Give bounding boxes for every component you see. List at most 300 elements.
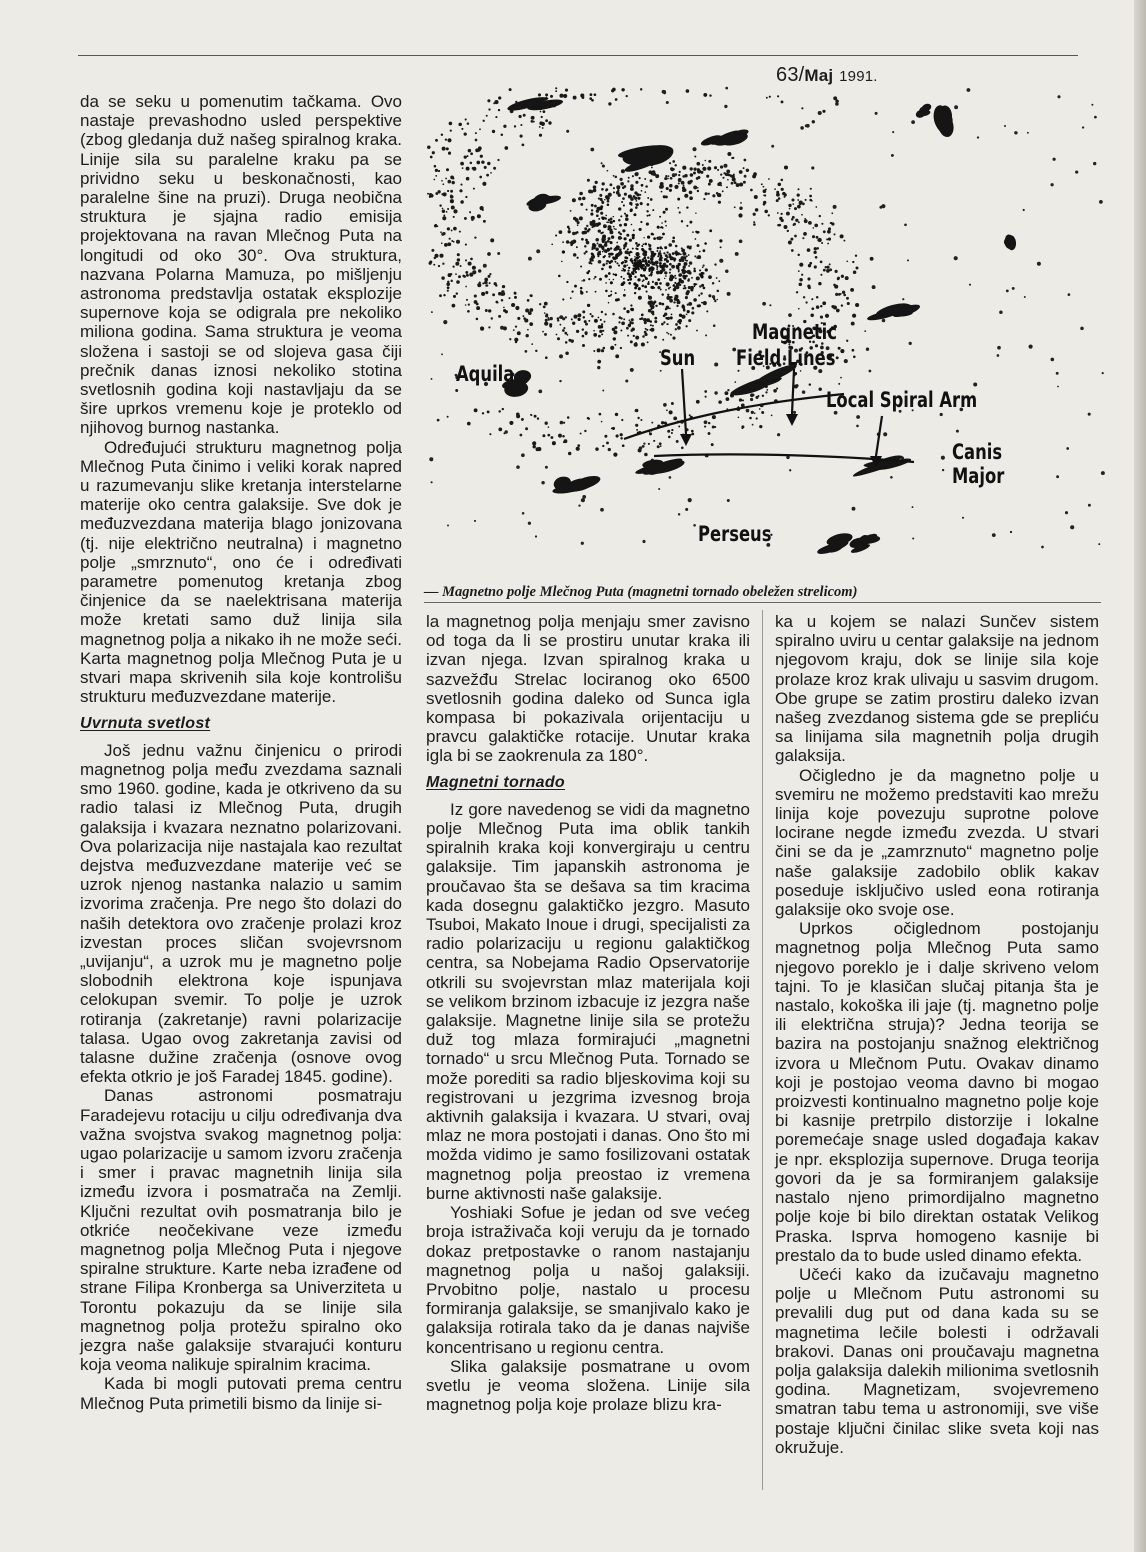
star-dot — [607, 237, 610, 240]
star-dot — [694, 255, 696, 257]
core-star-dot — [605, 274, 608, 277]
star-dot — [441, 242, 443, 244]
star-dot — [601, 200, 603, 202]
star-dot — [498, 428, 502, 432]
star-dot — [474, 294, 477, 297]
core-star-dot — [602, 217, 605, 220]
star-dot — [645, 185, 648, 188]
star-dot — [542, 434, 545, 437]
core-star-dot — [645, 277, 647, 279]
star-dot — [577, 313, 581, 317]
star-dot — [696, 257, 698, 259]
star-dot — [669, 162, 671, 164]
star-dot — [761, 183, 763, 185]
field-star-dot — [528, 257, 532, 261]
star-dot — [565, 352, 569, 356]
field-line-upper — [624, 394, 844, 439]
star-dot — [449, 151, 451, 153]
star-dot — [457, 258, 460, 261]
paragraph: Uprkos očiglednom postojanju magnetnog polja Mlečnog Puta samo njegovo poreklo je i dalje skriveno velom tajni. To je klasičan slučaj pitanja šta je nastalo, kokoška ili jaje (tj. magnetno polje ili električna struja)? Jedna teorija se bazira na postojanju snažnog električnog izvora u Mlečnom Putu. Ovakav dinamo koji je postojao veoma davno bi mogao proizvesti kontinualno magnetno polje koje bi kasnije pretrpilo distorzije i lokalne poremećaje snage usled događaja kakav je npr. eksplozija supernove. Druga teorija govori da je sa formiranjem galaksije nastalo njeno primordijalno magnetno polje koje bi bilo direktan ostatak Velikog Praska. Isprva homogeno kasnije bi prestalo da to bude usled dinamo efekta. — [775, 919, 1099, 1265]
star-dot — [470, 258, 473, 261]
core-star-dot — [648, 214, 650, 216]
star-dot — [447, 190, 449, 192]
star-dot — [840, 234, 844, 238]
star-dot — [453, 216, 455, 218]
paragraph: Danas astronomi posmatraju Faradejevu rotaciju u cilju određivanja dva važna svojstva svakog magnetnog polja: ugao polarizacije u samom izvoru zračenja i smer i pravac magnetnih linija sila između izvora i posmatrača na Zemlji. Ključni rezultat ovih posmatranja bilo je otkriće neočekivane veze između magnetnog polja Mlečnog Puta i njegove spiralne strukture. Karte neba izrađene od strane Filipa Kronberga sa Univerziteta u Torontu pokazuju da se linije sila magnetnog polja protežu spiralno oko jezgra naše galaksije stvarajući konturu koja veoma nalikuje spiralnim kracima. — [80, 1086, 402, 1375]
core-star-dot — [683, 309, 686, 312]
star-dot — [811, 307, 814, 310]
star-dot — [579, 216, 583, 220]
star-dot — [498, 109, 500, 111]
field-star-dot — [904, 223, 907, 226]
star-dot — [818, 238, 822, 242]
star-dot — [676, 283, 680, 287]
core-star-dot — [583, 316, 585, 318]
field-star-dot — [450, 129, 452, 131]
star-dot — [671, 402, 674, 405]
star-dot — [549, 323, 552, 326]
star-dot — [464, 132, 467, 135]
star-dot — [708, 183, 711, 186]
star-dot — [733, 174, 735, 176]
star-dot — [521, 418, 524, 421]
star-dot — [465, 259, 467, 261]
field-star-dot — [793, 411, 796, 414]
core-star-dot — [662, 233, 665, 236]
star-dot — [586, 241, 590, 245]
star-dot — [441, 193, 443, 195]
core-star-dot — [659, 271, 662, 274]
field-star-dot — [1010, 531, 1012, 533]
core-star-dot — [647, 235, 650, 238]
field-star-dot — [777, 433, 780, 436]
core-star-dot — [618, 265, 620, 267]
core-star-dot — [632, 262, 634, 264]
star-dot — [753, 172, 757, 176]
star-dot — [486, 174, 489, 177]
star-dot — [544, 333, 547, 336]
star-dot — [668, 253, 671, 256]
star-dot — [816, 236, 819, 239]
core-star-dot — [696, 231, 699, 234]
star-dot — [547, 317, 549, 319]
star-dot — [624, 193, 627, 196]
field-star-dot — [1050, 358, 1054, 362]
star-dot — [693, 270, 696, 273]
star-dot — [780, 213, 782, 215]
star-dot — [620, 182, 624, 186]
star-dot — [667, 430, 670, 433]
star-dot — [829, 263, 831, 265]
field-star-dot — [431, 481, 433, 483]
star-dot — [514, 292, 516, 294]
text-column-2 — [426, 612, 750, 1414]
star-dot — [488, 275, 491, 278]
star-dot — [814, 265, 817, 268]
star-dot — [652, 302, 656, 306]
field-star-dot — [441, 353, 443, 355]
core-star-dot — [620, 276, 622, 278]
core-star-dot — [609, 279, 610, 280]
core-star-dot — [656, 269, 658, 271]
star-dot — [611, 89, 614, 92]
star-dot — [577, 221, 580, 224]
core-star-dot — [585, 239, 588, 242]
star-dot — [630, 329, 633, 332]
star-dot — [797, 188, 799, 190]
star-dot — [707, 166, 711, 170]
star-dot — [616, 191, 620, 195]
star-dot — [520, 135, 523, 138]
core-star-dot — [683, 276, 686, 279]
figure-caption: — Magnetno polje Mlečnog Puta (magnetni tornado obeležen strelicom) — [424, 584, 858, 600]
core-star-dot — [679, 211, 681, 213]
star-dot — [628, 319, 630, 321]
star-dot — [641, 317, 644, 320]
label-major: Major — [952, 464, 1005, 488]
star-dot — [612, 427, 615, 430]
star-dot — [590, 93, 593, 96]
star-dot — [584, 227, 587, 230]
core-star-dot — [609, 265, 612, 268]
core-star-dot — [562, 298, 564, 300]
core-star-dot — [638, 287, 641, 290]
star-dot — [614, 228, 616, 230]
star-dot — [712, 282, 715, 285]
core-star-dot — [569, 242, 571, 244]
star-dot — [468, 149, 472, 153]
field-star-dot — [705, 334, 707, 336]
star-dot — [619, 224, 622, 227]
star-dot — [593, 185, 597, 189]
core-star-dot — [689, 221, 692, 224]
star-dot — [687, 270, 690, 273]
star-dot — [615, 176, 618, 179]
star-dot — [679, 171, 681, 173]
core-star-dot — [719, 239, 722, 242]
field-star-dot — [725, 269, 728, 272]
star-dot — [720, 184, 722, 186]
core-star-dot — [665, 208, 668, 211]
star-dot — [810, 314, 814, 318]
core-star-dot — [630, 209, 633, 212]
star-dot — [650, 328, 654, 332]
star-dot — [660, 445, 662, 447]
core-star-dot — [648, 274, 650, 276]
star-dot — [798, 221, 800, 223]
field-star-dot — [581, 542, 584, 545]
star-dot — [591, 248, 593, 250]
star-dot — [688, 319, 691, 322]
star-dot — [635, 181, 638, 184]
field-star-dot — [601, 162, 603, 164]
field-star-dot — [1056, 372, 1059, 375]
star-dot — [825, 266, 827, 268]
core-star-dot — [652, 233, 654, 235]
core-star-dot — [603, 256, 605, 258]
star-dot — [465, 271, 468, 274]
star-dot — [840, 377, 842, 379]
star-dot — [585, 333, 588, 336]
field-star-dot — [881, 204, 885, 208]
core-star-dot — [693, 283, 696, 286]
star-dot — [696, 330, 698, 332]
star-dot — [797, 193, 800, 196]
core-star-dot — [648, 243, 650, 245]
star-dot — [457, 253, 460, 256]
star-dot — [689, 196, 693, 200]
field-star-dot — [1053, 158, 1056, 161]
star-dot — [495, 301, 498, 304]
star-dot — [481, 161, 484, 164]
star-dot — [864, 330, 866, 332]
star-dot — [563, 327, 565, 329]
paragraph: ka u kojem se nalazi Sunčev sistem spiralno uviru u centar galaksije na jednom njegovom kraju, dok se linije sila koje prolaze kroz krak ulivaju u sasvim drugom. Obe grupe se zatim prostiru daleko izvan našeg zvezdanog sistema gde se prepliću sa linijama sila magnetnih polja drugih galaksija. — [775, 612, 1099, 766]
star-dot — [572, 198, 576, 202]
star-dot — [464, 217, 467, 220]
star-dot — [820, 261, 823, 264]
star-dot — [731, 182, 734, 185]
field-star-dot — [805, 124, 808, 127]
star-dot — [816, 305, 820, 309]
core-star-dot — [631, 224, 633, 226]
field-star-dot — [1050, 183, 1053, 186]
paragraph: la magnetnog polja menjaju smer zavisno od toga da li se prostiru unutar kraka ili izvan njega. Izvan spiralnog kraka u sazvežđu Strelac lociranog oko 6500 svetlosnih godina daleko od Sunca igla kompasa bi pokazivala orijentaciju u pravcu galaktičke rotacije. Unutar kraka igla bi se zaokrenula za 180°. — [426, 612, 750, 766]
star-dot — [851, 322, 855, 326]
star-dot — [661, 421, 664, 424]
core-star-dot — [705, 269, 706, 270]
star-dot — [703, 301, 707, 305]
core-star-dot — [686, 206, 688, 208]
star-dot — [623, 318, 625, 320]
star-dot — [591, 255, 595, 259]
core-star-dot — [635, 284, 638, 287]
star-dot — [539, 134, 542, 137]
star-dot — [614, 326, 617, 329]
star-dot — [734, 206, 736, 208]
star-dot — [826, 238, 828, 240]
star-dot — [689, 261, 692, 264]
star-dot — [774, 188, 776, 190]
star-dot — [518, 115, 521, 118]
star-dot — [531, 120, 534, 123]
field-star-dot — [912, 537, 914, 539]
star-dot — [446, 211, 448, 213]
star-dot — [517, 317, 520, 320]
core-star-dot — [646, 291, 648, 293]
star-dot — [694, 155, 696, 157]
star-dot — [808, 221, 812, 225]
star-dot — [537, 417, 539, 419]
core-star-dot — [665, 225, 667, 227]
star-dot — [754, 412, 756, 414]
star-dot — [453, 227, 457, 231]
star-dot — [671, 432, 673, 434]
core-star-dot — [634, 256, 636, 258]
field-star-dot — [535, 535, 537, 537]
star-dot — [616, 434, 619, 437]
field-star-dot — [1024, 296, 1026, 298]
star-dot — [779, 217, 782, 220]
star-dot — [559, 94, 563, 98]
field-star-dot — [941, 456, 945, 460]
core-star-dot — [622, 268, 623, 269]
field-star-dot — [525, 427, 528, 430]
field-star-dot — [942, 469, 944, 471]
star-dot — [686, 313, 688, 315]
star-dot — [597, 348, 601, 352]
star-dot — [474, 408, 478, 412]
star-dot — [799, 278, 803, 282]
star-dot — [610, 346, 614, 350]
star-dot — [690, 286, 694, 290]
star-dot — [443, 294, 445, 296]
star-dot — [615, 228, 617, 230]
paragraph: Iz gore navedenog se vidi da magnetno polje Mlečnog Puta ima oblik tankih spiralnih kraka koji konvergiraju u centru galaksije. Tim japanskih astronoma je proučavao šta se dešava sa tim kracima kada dosegnu galaktičko jezgro. Masuto Tsuboi, Makato Inoue i drugi, specijalisti za radio polarizaciju u regionu galaktičkog centra, sa Nobejama Radio Opservatorije otkrili su svojevrstan mlaz materijala koji se velikom brzinom izbacuje iz jezgra naše galaksije. Magnetne linije sila se protežu duž tog mlaza formirajući „magnetni tornado“ u srcu Mlečnog Puta. Tornado se može porediti sa radio bljeskovima koji su registrovani u jezgrima izvesnog broja aktivnih galaksija i kvazara. U stvari, ovaj mlaz ne mora postojati i danas. Ono što mi možda vidimo je samo fosilizovani ostatak magnetnog polja preostao iz vremena burne aktivnosti naše galaksije. — [426, 799, 750, 1203]
star-dot — [639, 194, 641, 196]
star-dot — [625, 252, 627, 254]
star-dot — [777, 95, 779, 97]
star-dot — [846, 260, 848, 262]
star-dot — [661, 323, 664, 326]
core-star-dot — [649, 270, 651, 272]
star-dot — [545, 319, 548, 322]
field-star-dot — [1004, 125, 1006, 127]
star-dot — [742, 399, 744, 401]
star-dot — [522, 144, 525, 147]
core-star-dot — [659, 257, 662, 260]
star-dot — [548, 121, 551, 124]
star-dot — [558, 434, 562, 438]
core-star-dot — [580, 291, 583, 294]
star-dot — [613, 226, 615, 228]
star-dot — [659, 262, 662, 265]
field-star-dot — [442, 263, 444, 265]
star-dot — [609, 230, 613, 234]
star-dot — [644, 333, 647, 336]
star-dot — [659, 302, 662, 305]
star-dot — [489, 282, 491, 284]
star-dot — [548, 426, 550, 428]
field-star-dot — [630, 368, 634, 372]
star-dot — [699, 269, 701, 271]
star-dot — [596, 214, 599, 217]
star-dot — [491, 317, 493, 319]
core-star-dot — [660, 289, 662, 291]
field-star-dot — [802, 237, 804, 239]
core-star-dot — [653, 264, 655, 266]
core-star-dot — [641, 314, 644, 317]
star-dot — [702, 266, 704, 268]
star-dot — [807, 285, 810, 288]
star-dot — [636, 200, 638, 202]
star-dot — [582, 344, 585, 347]
star-dot — [450, 195, 452, 197]
star-dot — [626, 95, 628, 97]
core-star-dot — [639, 263, 640, 264]
star-dot — [771, 415, 773, 417]
star-dot — [447, 286, 450, 289]
core-star-dot — [613, 273, 615, 275]
star-dot — [669, 189, 672, 192]
star-dot — [703, 198, 705, 200]
field-star-dot — [802, 390, 806, 394]
star-dot — [531, 116, 535, 120]
star-dot — [778, 183, 782, 187]
core-star-dot — [595, 320, 598, 323]
star-dot — [590, 313, 592, 315]
core-star-dot — [648, 247, 651, 250]
core-star-dot — [631, 271, 634, 274]
core-star-dot — [653, 287, 655, 289]
core-star-dot — [627, 279, 629, 281]
star-dot — [673, 416, 677, 420]
field-star-dot — [639, 446, 642, 449]
star-dot — [434, 224, 437, 227]
core-star-dot — [674, 282, 676, 284]
field-star-dot — [483, 264, 487, 268]
star-dot — [685, 270, 688, 273]
star-dot — [476, 306, 480, 310]
star-dot — [630, 340, 633, 343]
star-dot — [736, 183, 740, 187]
star-dot — [664, 263, 666, 265]
star-dot — [798, 270, 800, 272]
star-dot — [442, 216, 446, 220]
field-star-dot — [663, 91, 666, 94]
star-dot — [511, 303, 515, 307]
star-dot — [582, 310, 585, 313]
star-dot — [601, 421, 603, 423]
star-dot — [488, 309, 491, 312]
star-dot — [593, 330, 595, 332]
star-dot — [690, 173, 694, 177]
star-dot — [447, 138, 451, 142]
star-dot — [429, 196, 431, 198]
field-star-dot — [771, 145, 774, 148]
star-dot — [675, 245, 678, 248]
star-dot — [450, 190, 453, 193]
core-star-dot — [591, 263, 593, 265]
field-star-dot — [447, 180, 451, 184]
star-dot — [581, 238, 584, 241]
field-star-dot — [559, 315, 563, 319]
core-star-dot — [623, 247, 625, 249]
star-dot — [581, 96, 584, 99]
star-dot — [602, 445, 604, 447]
star-dot — [788, 241, 792, 245]
field-star-dot — [598, 260, 602, 264]
core-star-dot — [628, 272, 630, 274]
core-star-dot — [709, 229, 712, 232]
field-star-dot — [1093, 162, 1096, 165]
star-dot — [712, 194, 715, 197]
star-dot — [791, 249, 794, 252]
star-dot — [790, 238, 793, 241]
label-perseus: Perseus — [698, 522, 772, 546]
star-dot — [542, 127, 544, 129]
field-star-dot — [1099, 200, 1103, 204]
core-star-dot — [703, 249, 706, 252]
star-dot — [704, 426, 706, 428]
star-dot — [665, 175, 667, 177]
core-star-dot — [680, 253, 682, 255]
core-star-dot — [615, 292, 617, 294]
star-dot — [763, 186, 765, 188]
core-star-dot — [613, 279, 615, 281]
star-dot — [652, 325, 654, 327]
star-dot — [562, 435, 565, 438]
